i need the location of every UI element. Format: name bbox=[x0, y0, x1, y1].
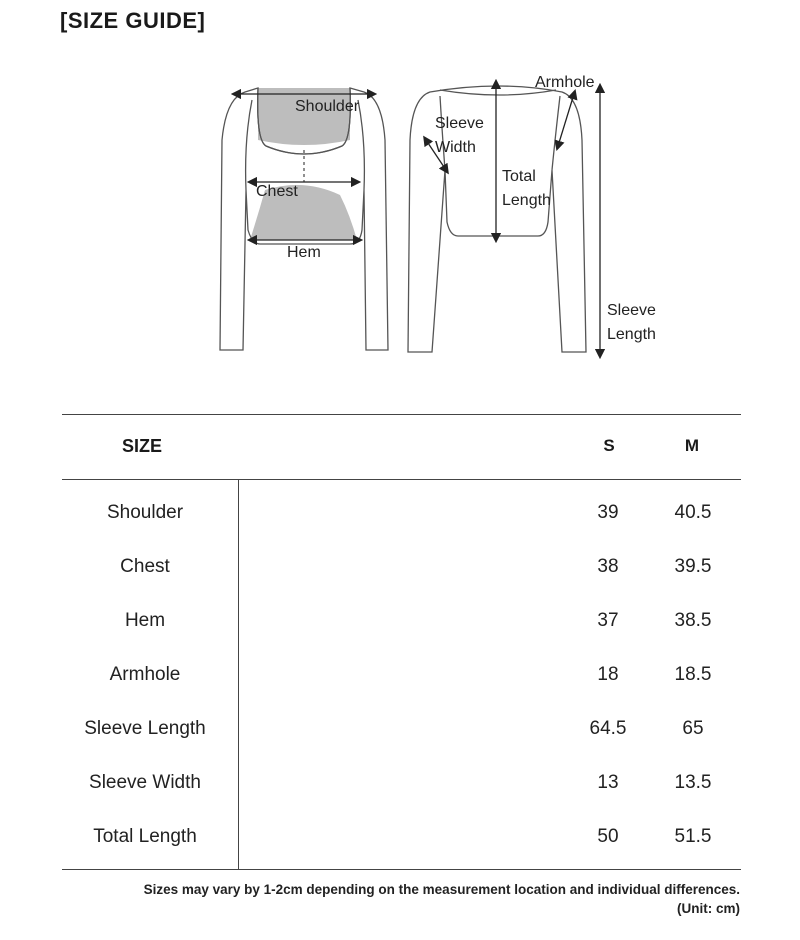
cell-m: 39.5 bbox=[674, 556, 712, 577]
size-note bbox=[144, 880, 740, 918]
page-title: [SIZE GUIDE] bbox=[60, 8, 206, 33]
cell-s: 39 bbox=[597, 502, 619, 523]
row-label: Chest bbox=[120, 556, 170, 577]
cell-m: 65 bbox=[682, 718, 704, 739]
label-armhole: Armhole bbox=[535, 74, 595, 91]
label-sleeve-width-line1: Sleeve bbox=[435, 115, 484, 132]
table-bottom-rule bbox=[62, 869, 741, 870]
cell-s: 64.5 bbox=[589, 718, 627, 739]
armhole-arrow bbox=[558, 94, 574, 146]
row-label: Sleeve Length bbox=[84, 718, 206, 739]
table-row-hem bbox=[62, 598, 741, 652]
header-size-m: M bbox=[684, 436, 700, 455]
cell-m: 13.5 bbox=[674, 772, 712, 793]
cell-m: 51.5 bbox=[674, 826, 712, 847]
cell-m: 38.5 bbox=[674, 610, 712, 631]
cell-s: 18 bbox=[597, 664, 619, 685]
cell-m: 18.5 bbox=[674, 664, 712, 685]
row-label: Armhole bbox=[109, 664, 181, 685]
table-row-sleeve-width bbox=[62, 760, 741, 814]
label-total-length-line2: Length bbox=[502, 192, 551, 209]
garment-diagram bbox=[0, 0, 800, 400]
header-size: SIZE bbox=[122, 436, 163, 456]
label-hem: Hem bbox=[287, 244, 321, 261]
label-total-length-line1: Total bbox=[502, 168, 536, 185]
row-label: Sleeve Width bbox=[89, 772, 201, 793]
table-row-total-length bbox=[62, 814, 741, 868]
size-note-unit: (Unit: cm) bbox=[677, 901, 740, 916]
table-row-sleeve-length bbox=[62, 706, 741, 760]
front-sleeve-seam-left bbox=[246, 100, 252, 190]
front-garment-drawing bbox=[220, 88, 388, 350]
cell-s: 50 bbox=[597, 826, 619, 847]
size-table-body bbox=[62, 490, 741, 868]
back-sleeve-seam-left bbox=[440, 96, 445, 170]
label-sleeve-length-line1: Sleeve bbox=[607, 302, 656, 319]
table-header-rule bbox=[62, 479, 741, 480]
row-label: Shoulder bbox=[106, 502, 184, 523]
row-label: Total Length bbox=[93, 826, 197, 847]
cell-s: 38 bbox=[597, 556, 619, 577]
row-label: Hem bbox=[124, 610, 166, 631]
label-sleeve-width-line2: Width bbox=[435, 139, 476, 156]
table-row-armhole bbox=[62, 652, 741, 706]
table-row-chest bbox=[62, 544, 741, 598]
header-size-s: S bbox=[603, 436, 615, 455]
size-note-disclaimer: Sizes may vary by 1-2cm depending on the measurement location and individual differences. bbox=[143, 882, 740, 897]
label-chest: Chest bbox=[256, 183, 298, 200]
front-neck-shading bbox=[258, 88, 350, 145]
table-row-shoulder bbox=[62, 490, 741, 544]
label-sleeve-length-line2: Length bbox=[607, 326, 656, 343]
cell-s: 37 bbox=[597, 610, 619, 631]
back-sleeve-seam-right bbox=[552, 96, 560, 170]
label-shoulder: Shoulder bbox=[295, 98, 360, 115]
cell-m: 40.5 bbox=[674, 502, 712, 523]
cell-s: 13 bbox=[597, 772, 619, 793]
table-top-rule bbox=[62, 414, 741, 415]
